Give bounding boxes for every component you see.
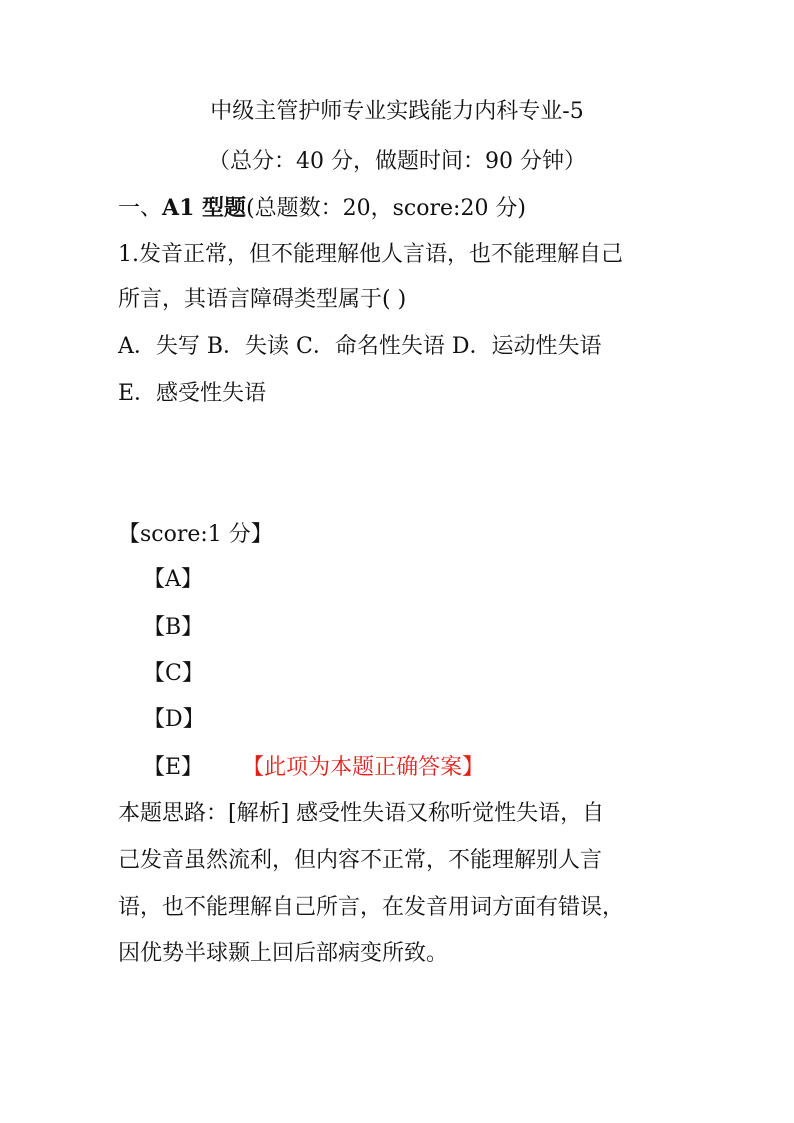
score-label: 【score:1 分】 — [118, 522, 273, 547]
section-meta: (总题数：20，score:20 分) — [246, 196, 527, 221]
choice-e — [143, 754, 484, 782]
choice-b: 【B】 — [143, 615, 204, 640]
explanation-line2: 己发音虽然流利，但内容不正常，不能理解别人言 — [118, 848, 603, 873]
correct-answer-note: 【此项为本题正确答案】 — [242, 755, 485, 780]
explanation-line3: 语，也不能理解自己所言，在发音用词方面有错误， — [118, 895, 625, 920]
section-heading — [118, 194, 526, 223]
question-stem-line1: 1.发音正常，但不能理解他人言语，也不能理解自己 — [118, 242, 623, 267]
choice-a: 【A】 — [143, 567, 203, 592]
question-options-line2: E．感受性失语 — [118, 381, 267, 406]
question-stem-line2: 所言，其语言障碍类型属于( ) — [118, 287, 407, 312]
choice-e-label: 【E】 — [143, 755, 204, 780]
question-options-line1: A．失写 B．失读 C．命名性失语 D．运动性失语 — [118, 334, 602, 359]
section-prefix: 一、 — [118, 196, 163, 221]
section-name: A1 型题 — [162, 195, 247, 221]
document-title: 中级主管护师专业实践能力内科专业-5 — [210, 99, 584, 124]
choice-c: 【C】 — [143, 661, 204, 686]
document-subtitle: （总分：40 分，做题时间：90 分钟） — [208, 149, 586, 174]
explanation-line1: 本题思路：[解析] 感受性失语又称听觉性失语，自 — [118, 801, 605, 826]
explanation-line4: 因优势半球颞上回后部病变所致。 — [118, 941, 449, 966]
choice-d: 【D】 — [143, 707, 205, 732]
